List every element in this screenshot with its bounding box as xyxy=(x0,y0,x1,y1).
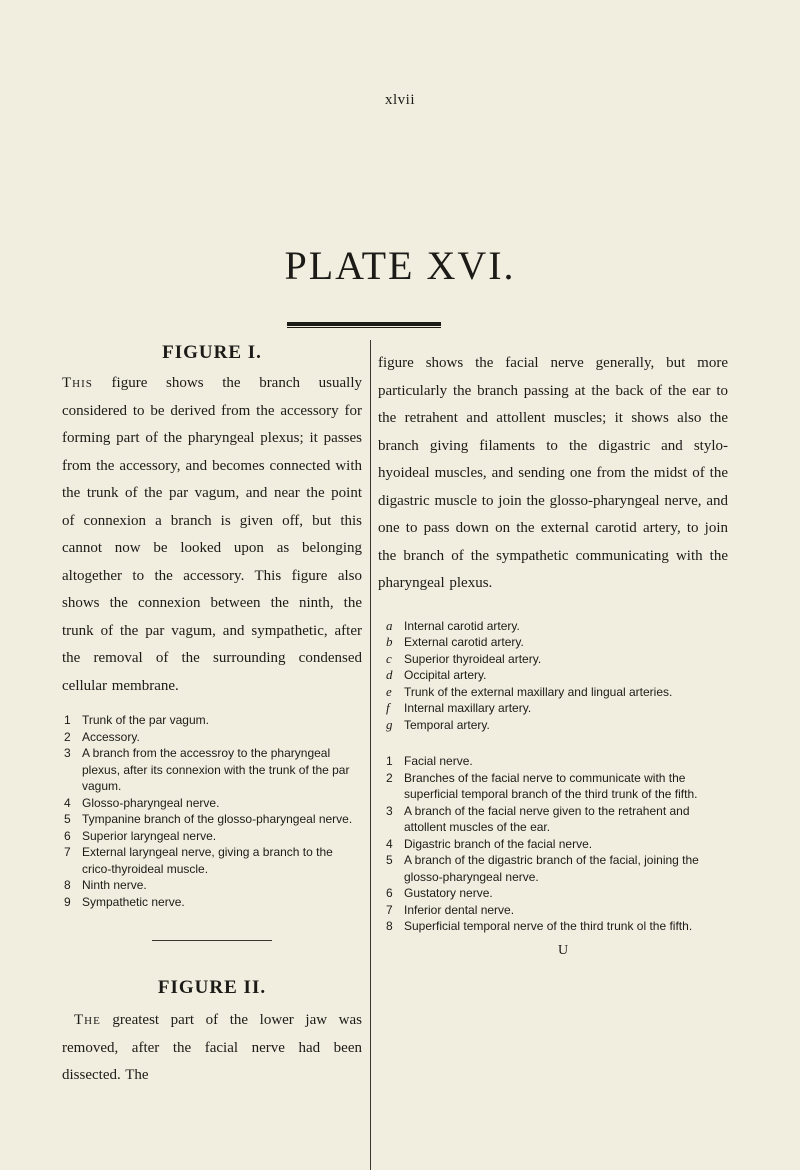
artery-legend-item xyxy=(386,684,728,701)
nerve-legend-item xyxy=(386,770,728,803)
artery-legend-item-text: Trunk of the external maxillary and lingual arteries. xyxy=(404,684,673,699)
figure-1-legend-item-key: 4 xyxy=(64,795,71,810)
figure-1-legend-item-key: 3 xyxy=(64,746,71,760)
title-rule xyxy=(287,322,441,326)
figure-1-legend-item-text: Ninth nerve. xyxy=(82,878,147,892)
nerve-legend-item-text: Gustatory nerve. xyxy=(404,886,493,900)
nerve-legend-item-text: A branch of the facial nerve given to the retrahent and attollent muscles of the ear. xyxy=(404,803,690,834)
plate-title: PLATE XVI. xyxy=(284,243,516,288)
figure-1-legend-item-key: 8 xyxy=(64,878,71,892)
figure-2-description-continued: figure shows the facial nerve generally, but more particularly the branch passing at the back of the ear to the retrahent and attollent muscles; it shows also the branch giving filaments to the digastric and stylo-hyoideal muscles, and sending one from the midst of the digastric muscle to join the glosso-pharyngeal nerve, and one to pass down on the external carotid artery, to join the branch of the sympathetic communicating with the pharyngeal plexus. xyxy=(378,355,728,591)
figure-1-lead-word: This xyxy=(62,375,93,391)
nerve-legend-item xyxy=(386,902,728,919)
page-number: xlvii xyxy=(384,92,415,108)
figure-2-nerve-legend xyxy=(378,753,728,935)
figure-1-legend-item xyxy=(64,712,362,729)
nerve-legend-item-text: Facial nerve. xyxy=(404,754,473,768)
nerve-legend-item xyxy=(386,836,728,853)
artery-legend-item-key: d xyxy=(386,667,393,682)
artery-legend-item-key: e xyxy=(386,683,392,699)
nerve-legend-item-text: Branches of the facial nerve to communicate with the superficial temporal branch of the third trunk of the fifth. xyxy=(404,770,698,801)
figure-1-legend-item-key: 1 xyxy=(64,713,71,727)
nerve-legend-item xyxy=(386,918,728,935)
figure-1-legend-item xyxy=(64,745,362,795)
left-column xyxy=(62,342,362,1090)
figure-1-legend-item-key: 6 xyxy=(64,828,71,843)
artery-legend-item-text: Occipital artery. xyxy=(404,668,487,682)
nerve-legend-item-key: 7 xyxy=(386,902,393,917)
artery-legend-item xyxy=(386,634,728,651)
artery-legend-item xyxy=(386,667,728,684)
artery-legend-item-text: Internal carotid artery. xyxy=(404,618,520,633)
signature-mark: U xyxy=(557,942,569,958)
nerve-legend-item-key: 6 xyxy=(386,886,393,900)
figure-2-description-start xyxy=(62,1007,362,1090)
figure-2-artery-legend xyxy=(378,618,728,734)
figure-1-legend-item-text: Accessory. xyxy=(82,729,140,744)
figure-1-legend-item-text: Trunk of the par vagum. xyxy=(82,713,209,727)
nerve-legend-item xyxy=(386,803,728,836)
figure-1-legend-item-key: 7 xyxy=(64,845,71,859)
nerve-legend-item xyxy=(386,852,728,885)
nerve-legend-item xyxy=(386,753,728,770)
figure-1-legend-item xyxy=(64,811,362,828)
artery-legend-item xyxy=(386,618,728,635)
figure-1-legend-item-key: 9 xyxy=(64,894,71,909)
figure-1-legend xyxy=(62,712,362,910)
figure-2-heading: FIGURE II. xyxy=(157,977,267,998)
artery-legend-item xyxy=(386,717,728,734)
figure-1-legend-item xyxy=(64,894,362,911)
nerve-legend-item-key: 4 xyxy=(386,836,393,851)
nerve-legend-item-key: 2 xyxy=(386,770,393,785)
section-rule xyxy=(152,940,272,941)
figure-1-legend-item xyxy=(64,729,362,746)
nerve-legend-item-text: A branch of the digastric branch of the facial, joining the glosso-pharyngeal nerve. xyxy=(404,853,699,884)
nerve-legend-item xyxy=(386,885,728,902)
figure-1-legend-item-key: 2 xyxy=(64,729,71,744)
artery-legend-item-text: Temporal artery. xyxy=(404,717,490,732)
figure-2-text-start: greatest part of the lower jaw was removed, after the facial nerve had been dissected. The xyxy=(62,1012,362,1083)
nerve-legend-item-key: 8 xyxy=(386,919,393,933)
artery-legend-item-key: a xyxy=(386,617,393,633)
figure-1-legend-item-key: 5 xyxy=(64,812,71,826)
figure-1-heading: FIGURE I. xyxy=(162,342,262,363)
figure-1-legend-item-text: Glosso-pharyngeal nerve. xyxy=(82,795,220,810)
artery-legend-item xyxy=(386,700,728,717)
artery-legend-item-key: c xyxy=(386,650,392,666)
right-column xyxy=(378,350,728,959)
figure-1-legend-item xyxy=(64,828,362,845)
artery-legend-item-key: b xyxy=(386,634,393,649)
nerve-legend-item-text: Superficial temporal nerve of the third trunk ol the fifth. xyxy=(404,919,693,933)
figure-1-legend-item xyxy=(64,877,362,894)
artery-legend-item-key: f xyxy=(386,700,390,715)
figure-1-legend-item-text: Sympathetic nerve. xyxy=(82,894,185,909)
figure-1-legend-item-text: External laryngeal nerve, giving a branch to the crico-thyroideal muscle. xyxy=(82,845,333,876)
nerve-legend-item-key: 3 xyxy=(386,803,393,818)
figure-1-legend-item-text: A branch from the accessroy to the pharyngeal plexus, after its connexion with the trunk of the par vagum. xyxy=(82,746,350,793)
nerve-legend-item-text: Digastric branch of the facial nerve. xyxy=(404,836,593,851)
artery-legend-item-key: g xyxy=(386,716,393,732)
nerve-legend-item-text: Inferior dental nerve. xyxy=(404,902,515,917)
artery-legend-item-text: Internal maxillary artery. xyxy=(404,701,532,715)
artery-legend-item xyxy=(386,651,728,668)
figure-1-legend-item xyxy=(64,844,362,877)
figure-1-legend-item-text: Superior laryngeal nerve. xyxy=(82,828,217,843)
nerve-legend-item-key: 5 xyxy=(386,853,393,867)
nerve-legend-item-key: 1 xyxy=(386,754,393,768)
figure-1-description xyxy=(62,370,362,700)
title-rule-thin xyxy=(287,327,441,328)
figure-2-lead-word: The xyxy=(74,1012,101,1028)
column-divider xyxy=(370,340,371,1170)
artery-legend-item-text: External carotid artery. xyxy=(404,635,524,649)
figure-1-legend-item xyxy=(64,795,362,812)
figure-1-text: figure shows the branch usually considered to be derived from the accessory for forming part of the pharyngeal plexus; it passes from the accessory, and becomes connected with the trunk of the par vagum, and near the point of connexion a branch is given off, but this cannot now be looked upon as belonging altogether to the accessory. This figure also shows the connexion between the ninth, the trunk of the par vagum, and sympathetic, after the removal of the surrounding condensed cellular membrane. xyxy=(62,375,362,694)
figure-1-legend-item-text: Tympanine branch of the glosso-pharyngeal nerve. xyxy=(82,812,353,826)
artery-legend-item-text: Superior thyroideal artery. xyxy=(404,651,542,666)
